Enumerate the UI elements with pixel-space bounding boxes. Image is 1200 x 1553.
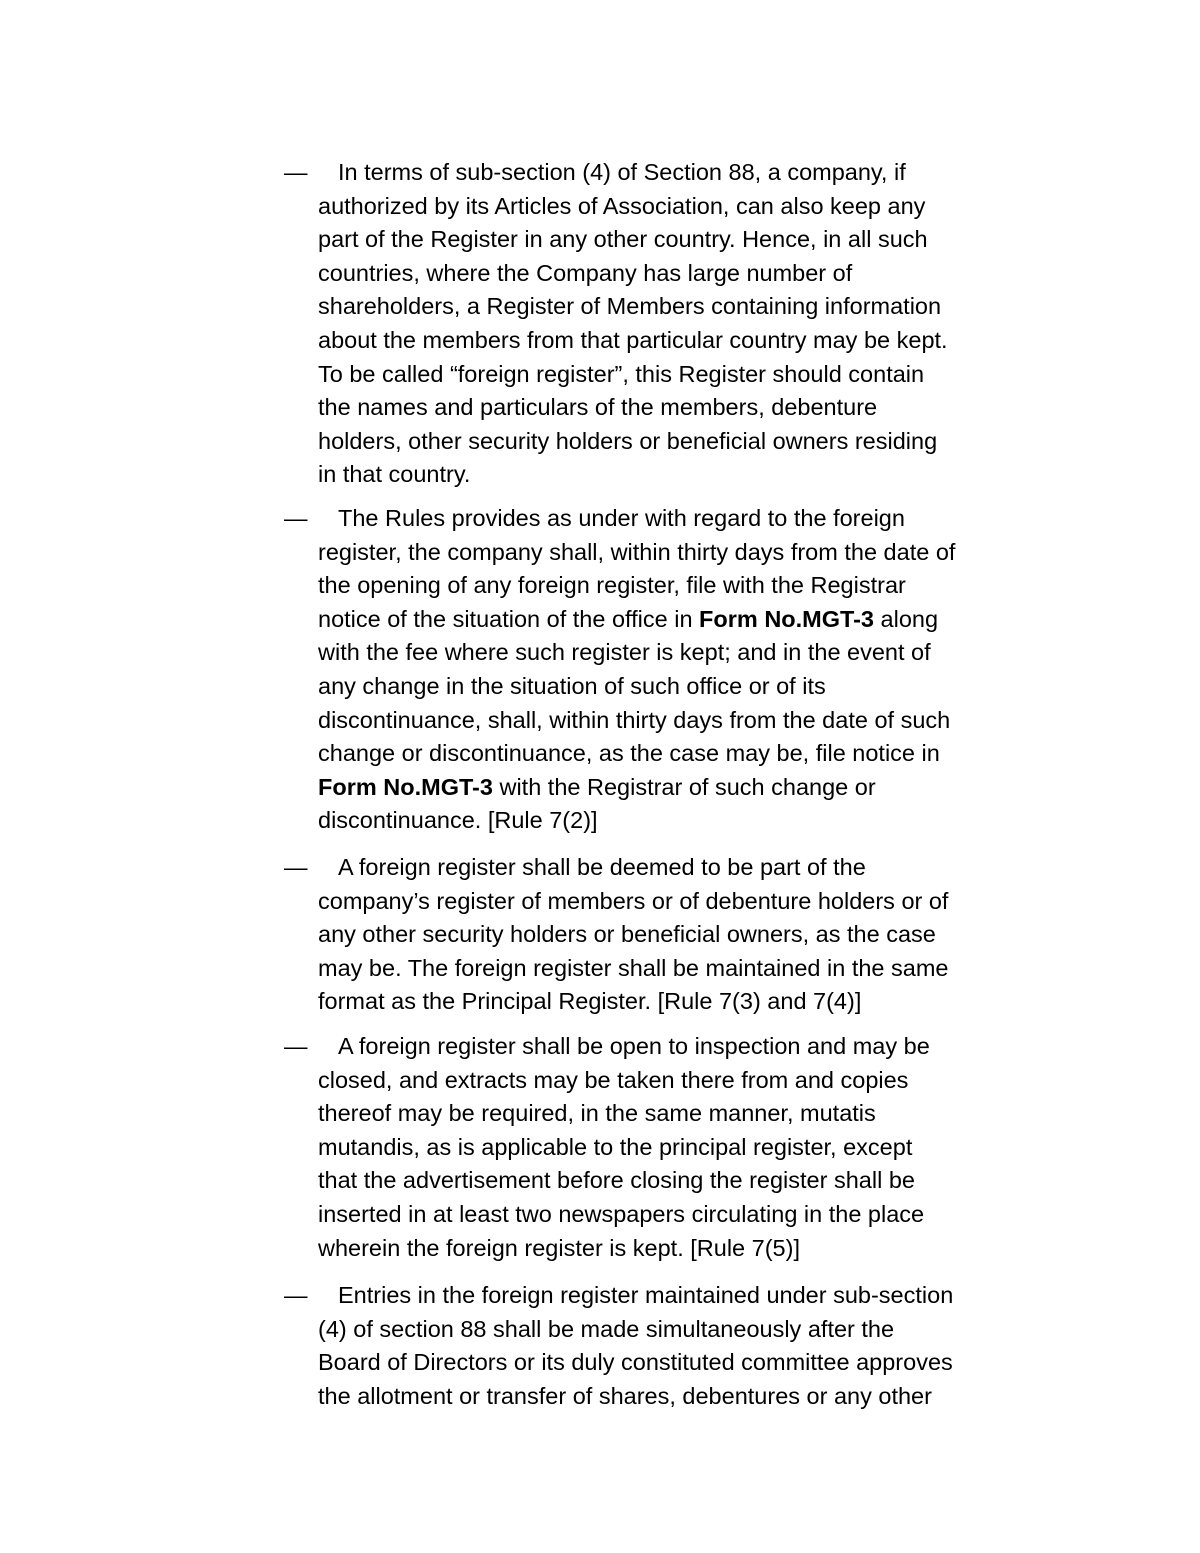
text-run: that the advertisement before closing the register shall be	[318, 1167, 915, 1194]
paragraph-line	[318, 1198, 1024, 1232]
paragraph-line	[318, 1030, 1024, 1064]
text-run: countries, where the Company has large number of	[318, 259, 853, 286]
bullet-item-4	[284, 1030, 1024, 1265]
bullet-item-1	[284, 156, 1024, 492]
paragraph-2	[284, 502, 1024, 838]
text-run: any change in the situation of such office or of its	[318, 672, 826, 699]
paragraph-line	[318, 771, 1024, 805]
paragraph-line	[318, 1232, 1024, 1266]
text-run: the opening of any foreign register, file with the Registrar	[318, 572, 906, 599]
text-run: (4) of section 88 shall be made simultaneously after the	[318, 1315, 895, 1342]
paragraph-4	[284, 1030, 1024, 1265]
dash-bullet: —	[284, 1282, 308, 1308]
paragraph-line	[318, 458, 1024, 492]
paragraph-line	[318, 1313, 1024, 1347]
text-run: any other security holders or beneficial owners, as the case	[318, 921, 936, 948]
paragraph-line	[318, 670, 1024, 704]
text-run: thereof may be required, in the same manner, mutatis	[318, 1100, 876, 1127]
text-run: A foreign register shall be deemed to be part of the	[338, 854, 866, 880]
paragraph-line	[318, 1279, 1024, 1313]
text-run: the allotment or transfer of shares, debentures or any other	[318, 1382, 932, 1409]
text-run: along	[874, 605, 939, 632]
text-run: Entries in the foreign register maintained under sub-section	[338, 1282, 954, 1308]
text-run: discontinuance, shall, within thirty days from the date of such	[318, 706, 951, 733]
paragraph-line	[318, 290, 1024, 324]
paragraph-line	[318, 804, 1024, 838]
text-run: inserted in at least two newspapers circulating in the place	[318, 1200, 925, 1227]
paragraph-line	[318, 918, 1024, 952]
text-run: format as the Principal Register. [Rule 7(3) and 7(4)]	[318, 988, 862, 1015]
paragraph-line	[318, 737, 1024, 771]
paragraph-line	[318, 851, 1024, 885]
paragraph-line	[318, 704, 1024, 738]
paragraph-line	[318, 1380, 1024, 1414]
text-run: with the Registrar of such change or	[492, 773, 876, 800]
text-run: register, the company shall, within thirty days from the date of	[318, 538, 956, 565]
paragraph-1	[284, 156, 1024, 492]
text-run: mutandis, as is applicable to the principal register, except	[318, 1133, 913, 1160]
paragraph-5	[284, 1279, 1024, 1413]
paragraph-line	[318, 1346, 1024, 1380]
text-run: company’s register of members or of debenture holders or of	[318, 887, 949, 914]
text-run: In terms of sub-section (4) of Section 88, a company, if	[338, 159, 906, 185]
paragraph-line	[318, 985, 1024, 1019]
paragraph-line	[318, 502, 1024, 536]
paragraph-line	[318, 1131, 1024, 1165]
text-run: A foreign register shall be open to inspection and may be	[338, 1033, 930, 1059]
paragraph-line	[318, 223, 1024, 257]
paragraph-line	[318, 536, 1024, 570]
dash-bullet: —	[284, 159, 308, 185]
text-run: in that country.	[318, 461, 471, 488]
paragraph-line	[318, 156, 1024, 190]
dash-bullet: —	[284, 1033, 308, 1059]
bullet-item-2	[284, 502, 1024, 838]
paragraph-line	[318, 358, 1024, 392]
text-run: wherein the foreign register is kept. [Rule 7(5)]	[318, 1234, 800, 1261]
paragraph-line	[318, 257, 1024, 291]
text-run: closed, and extracts may be taken there from and copies	[318, 1066, 909, 1093]
text-run: with the fee where such register is kept; and in the event of	[318, 639, 931, 666]
paragraph-line	[318, 190, 1024, 224]
bullet-item-5	[284, 1279, 1024, 1413]
text-run: Board of Directors or its duly constituted committee approves	[318, 1349, 953, 1376]
text-run: change or discontinuance, as the case may be, file notice in	[318, 740, 940, 767]
paragraph-line	[318, 324, 1024, 358]
form-reference: Form No.MGT-3	[318, 773, 493, 800]
paragraph-line	[318, 1097, 1024, 1131]
paragraph-line	[318, 885, 1024, 919]
dash-bullet: —	[284, 505, 308, 531]
paragraph-line	[318, 1164, 1024, 1198]
form-reference: Form No.MGT-3	[699, 605, 874, 632]
paragraph-line	[318, 952, 1024, 986]
dash-bullet: —	[284, 854, 308, 880]
text-run: about the members from that particular country may be kept.	[318, 326, 948, 353]
text-run: the names and particulars of the members, debenture	[318, 394, 878, 421]
text-run: discontinuance. [Rule 7(2)]	[318, 807, 598, 834]
text-run: part of the Register in any other country. Hence, in all such	[318, 226, 928, 253]
text-run: may be. The foreign register shall be maintained in the same	[318, 954, 949, 981]
paragraph-line	[318, 391, 1024, 425]
text-run: The Rules provides as under with regard to the foreign	[338, 505, 905, 531]
paragraph-line	[318, 1064, 1024, 1098]
text-run: shareholders, a Register of Members containing information	[318, 293, 942, 320]
paragraph-3	[284, 851, 1024, 1019]
text-run: notice of the situation of the office in	[318, 605, 700, 632]
paragraph-line	[318, 636, 1024, 670]
bullet-item-3	[284, 851, 1024, 1019]
text-run: authorized by its Articles of Association, can also keep any	[318, 192, 926, 219]
paragraph-line	[318, 425, 1024, 459]
text-run: To be called “foreign register”, this Register should contain	[318, 360, 925, 387]
paragraph-line	[318, 603, 1024, 637]
text-run: holders, other security holders or beneficial owners residing	[318, 427, 938, 454]
paragraph-line	[318, 569, 1024, 603]
